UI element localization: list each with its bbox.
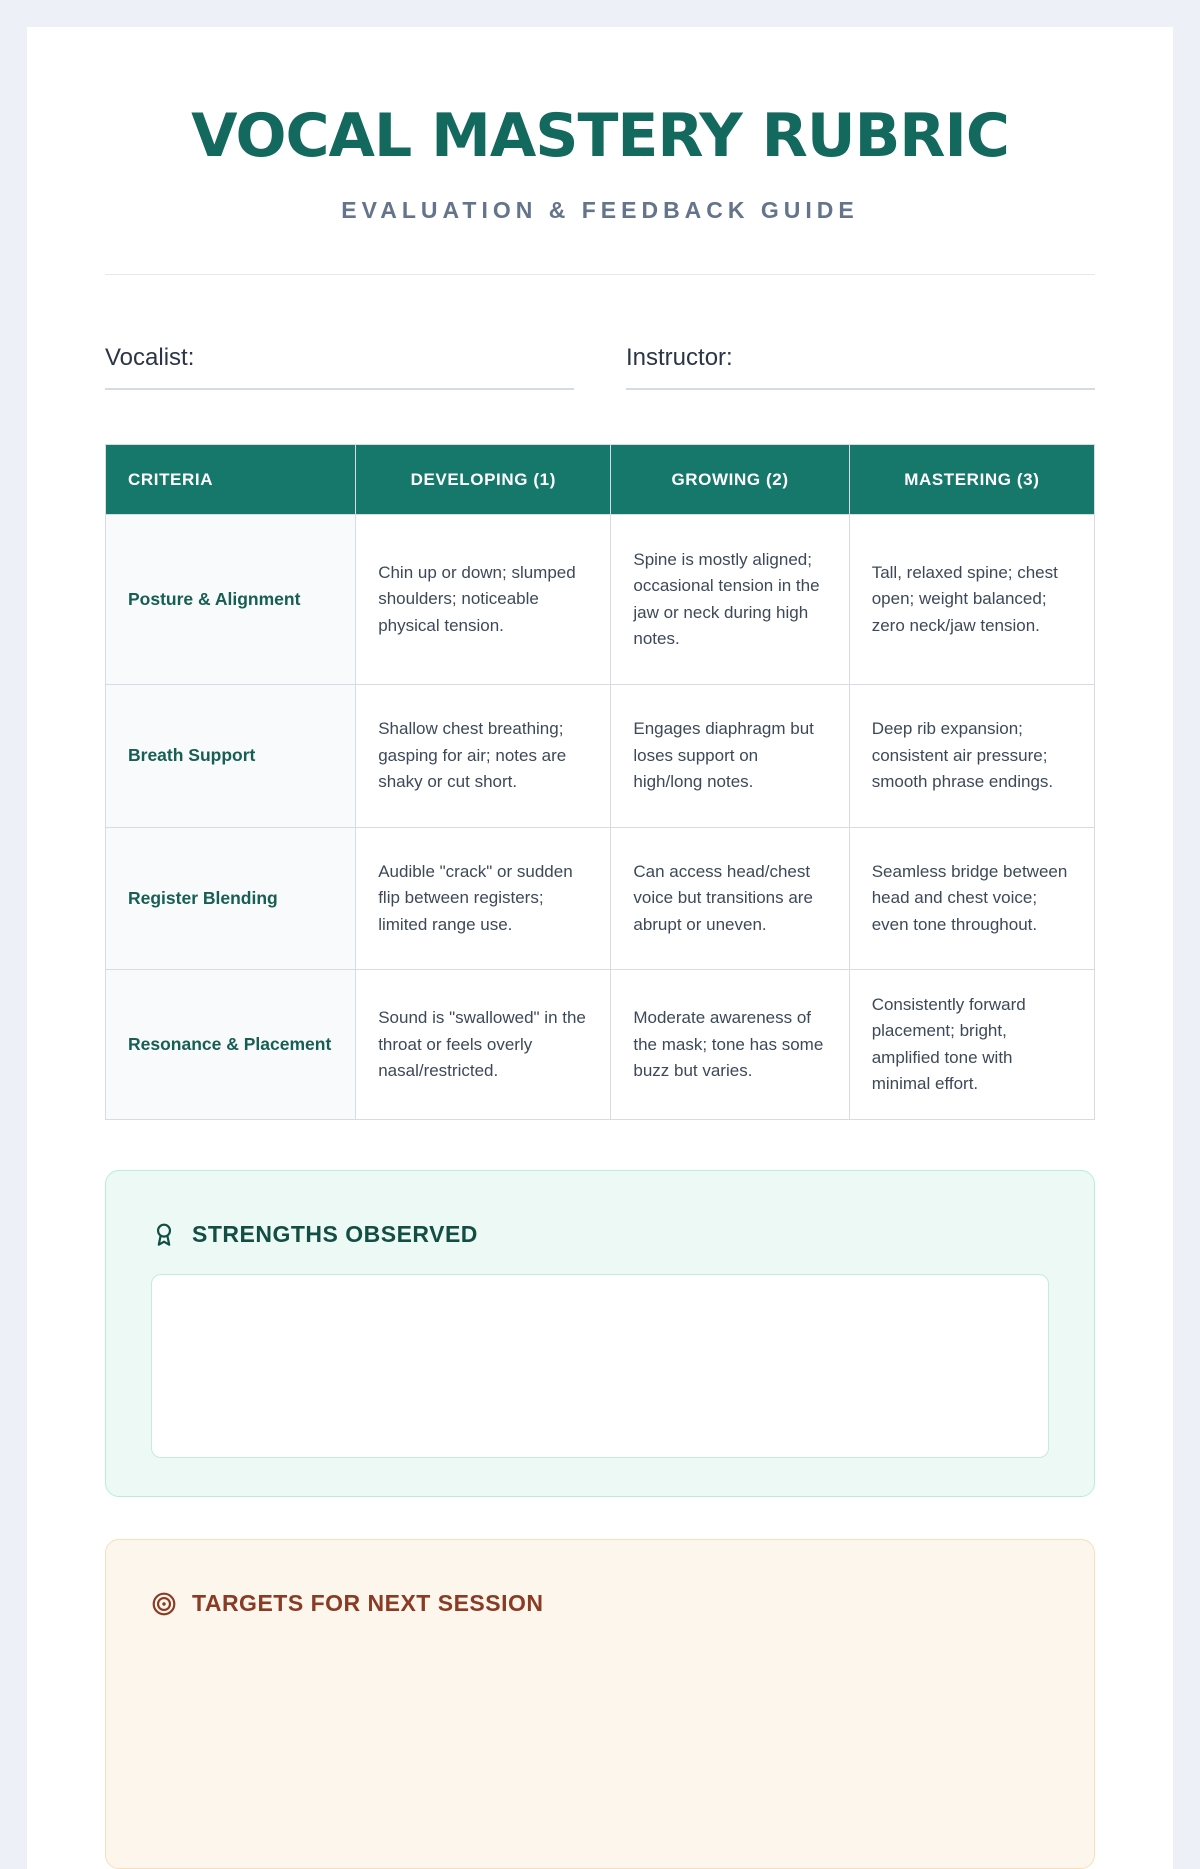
rubric-cell: Spine is mostly aligned; occasional tension in the jaw or neck during high notes. [611, 515, 849, 685]
table-row [106, 828, 1095, 970]
column-header-developing: DEVELOPING (1) [356, 445, 611, 515]
rubric-cell: Tall, relaxed spine; chest open; weight balanced; zero neck/jaw tension. [849, 515, 1094, 685]
rubric-cell: Consistently forward placement; bright, amplified tone with minimal effort. [849, 970, 1094, 1120]
table-row [106, 685, 1095, 828]
instructor-label: Instructor: [626, 344, 733, 371]
column-header-growing: GROWING (2) [611, 445, 849, 515]
rubric-cell: Can access head/chest voice but transitions are abrupt or uneven. [611, 828, 849, 970]
strengths-notes-input[interactable] [151, 1274, 1049, 1458]
vocalist-input[interactable] [204, 339, 574, 365]
rubric-cell: Sound is "swallowed" in the throat or feels overly nasal/restricted. [356, 970, 611, 1120]
rubric-cell: Shallow chest breathing; gasping for air; notes are shaky or cut short. [356, 685, 611, 828]
table-header-row [106, 445, 1095, 515]
target-icon [151, 1591, 177, 1617]
vocalist-field [105, 339, 574, 390]
vocalist-label: Vocalist: [105, 344, 195, 371]
criteria-cell: Posture & Alignment [106, 515, 356, 685]
strengths-section [105, 1170, 1095, 1497]
page-subtitle: EVALUATION & FEEDBACK GUIDE [341, 197, 859, 223]
rubric-cell: Moderate awareness of the mask; tone has some buzz but varies. [611, 970, 849, 1120]
rubric-cell: Audible "crack" or sudden flip between registers; limited range use. [356, 828, 611, 970]
criteria-cell: Register Blending [106, 828, 356, 970]
rubric-cell: Seamless bridge between head and chest voice; even tone throughout. [849, 828, 1094, 970]
criteria-cell: Breath Support [106, 685, 356, 828]
table-row [106, 970, 1095, 1120]
instructor-input[interactable] [743, 339, 1095, 365]
column-header-criteria: CRITERIA [106, 445, 356, 515]
rubric-cell: Chin up or down; slumped shoulders; noticeable physical tension. [356, 515, 611, 685]
targets-heading [151, 1590, 1049, 1617]
page-title: VOCAL MASTERY RUBRIC [191, 101, 1009, 171]
strengths-heading [151, 1221, 1049, 1248]
award-ribbon-icon [151, 1222, 177, 1248]
name-fields-row [105, 339, 1095, 390]
strengths-heading-label: STRENGTHS OBSERVED [192, 1221, 478, 1248]
column-header-mastering: MASTERING (3) [849, 445, 1094, 515]
criteria-cell: Resonance & Placement [106, 970, 356, 1120]
rubric-cell: Deep rib expansion; consistent air pressure; smooth phrase endings. [849, 685, 1094, 828]
instructor-field [626, 339, 1095, 390]
rubric-table [105, 444, 1095, 1120]
rubric-cell: Engages diaphragm but loses support on high/long notes. [611, 685, 849, 828]
header-divider [105, 274, 1095, 275]
table-row [106, 515, 1095, 685]
targets-section [105, 1539, 1095, 1869]
targets-heading-label: TARGETS FOR NEXT SESSION [192, 1590, 544, 1617]
document-card [27, 27, 1173, 1869]
